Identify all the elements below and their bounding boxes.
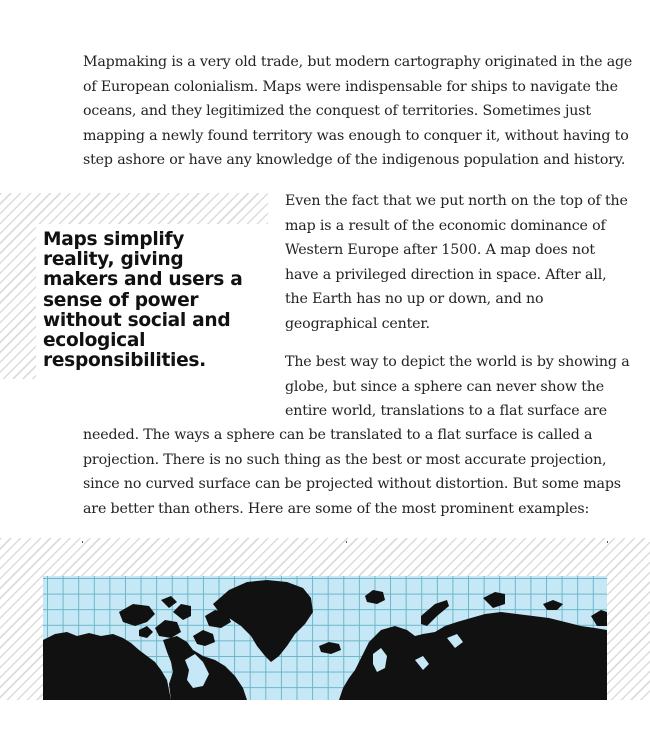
text-line: Western Europe after 1500. A map does not [285, 242, 595, 258]
world-map [43, 576, 607, 700]
text-line: the Earth has no up or down, and no [285, 291, 544, 307]
text-line: projection. There is no such thing as the best or most accurate projection, [83, 451, 607, 468]
pull-quote-line: responsibilities. [43, 350, 206, 372]
text-line: globe, but since a sphere can never show the [285, 378, 604, 395]
crop-mark [346, 541, 347, 543]
text-line: Even the fact that we put north on the top of the [285, 193, 628, 209]
text-line: since no curved surface can be projected without distortion. But some maps [83, 476, 621, 492]
text-line: oceans, and they legitimized the conquest of territories. Sometimes just [83, 103, 591, 119]
intro-paragraph [83, 50, 633, 173]
world-map-landmass [43, 576, 607, 700]
north-paragraph [285, 189, 628, 336]
text-line: map is a result of the economic dominance of [285, 217, 606, 234]
crop-mark [82, 541, 83, 543]
text-line: have a privileged direction in space. After all, [285, 266, 607, 283]
text-line: The best way to depict the world is by showing a [285, 354, 630, 370]
pull-quote-line: ecological [43, 330, 146, 352]
text-line: mapping a newly found territory was enough to conquer it, without having to [83, 127, 629, 144]
pull-quote-line: Maps simplify [43, 229, 185, 250]
text-line: entire world, translations to a flat surface are [285, 403, 608, 419]
pull-quote [43, 230, 242, 371]
text-line: needed. The ways a sphere can be translated to a flat surface is called a [83, 427, 593, 443]
text-line: of European colonialism. Maps were indispensable for ships to navigate the [83, 78, 618, 95]
pull-quote-line: sense of power [43, 289, 199, 311]
text-line: Mapmaking is a very old trade, but modern cartography originated in the age [83, 54, 633, 70]
projection-paragraph-continued [83, 423, 621, 521]
text-line: step ashore or have any knowledge of the indigenous population and history. [83, 152, 626, 168]
pull-quote-line: makers and users a [43, 269, 243, 291]
text-line: are better than others. Here are some of the most prominent examples: [83, 500, 590, 517]
projection-paragraph-start [285, 350, 630, 424]
pull-quote-line: without social and [43, 309, 231, 331]
pull-quote-line: reality, giving [43, 249, 184, 271]
crop-mark [607, 541, 608, 543]
text-line: geographical center. [285, 315, 430, 332]
